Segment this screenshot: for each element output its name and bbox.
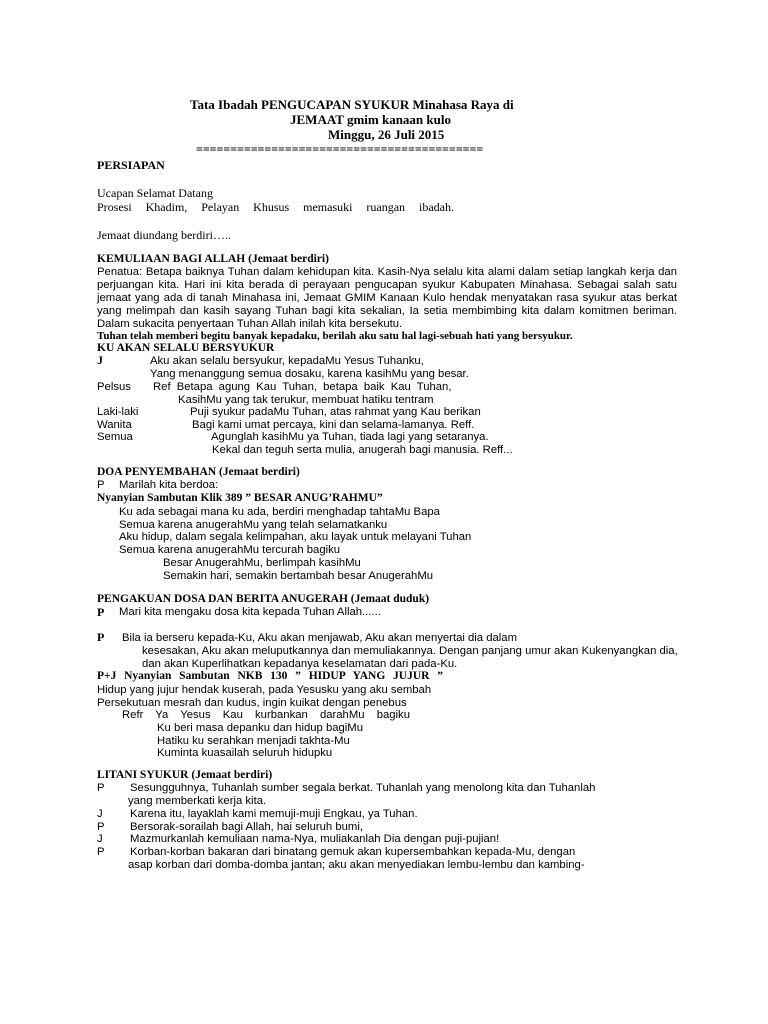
litany-line: yang memberkati kerja kita. [128, 795, 267, 807]
kemuliaan-para-line: perjuangan kita. Hari ini kita berada di perayaan pengucapan syukur Kabupaten Minahasa. Sebagai salah satu [97, 279, 677, 291]
kemuliaan-para-line: Dalam sukacita penyertaan Tuhan Allah inilah kita bersekutu. [97, 318, 403, 330]
speaker-label: P [97, 630, 105, 644]
song-title: P+J Nyanyian Sambutan NKB 130 ” HIDUP YANG JUJUR ” [97, 670, 443, 682]
song-line: Ku beri masa depanku dan hidup bagiMu [157, 722, 363, 734]
grace-line: kesesakan, Aku akan meluputkannya dan memuliakannya. Dengan panjang umur akan Kukenyangkan dia, [142, 645, 678, 657]
speaker-label: Semua [97, 431, 133, 443]
song-line: Ku ada sebagai mana ku ada, berdiri menghadap tahtaMu Bapa [119, 506, 440, 518]
pengakuan-heading: PENGAKUAN DOSA DAN BERITA ANUGERAH (Jemaat duduk) [97, 593, 430, 605]
speaker-label: Pelsus [97, 381, 131, 393]
song-line: Yang menanggung semua dosaku, karena kasihMu yang besar. [150, 368, 469, 380]
stand-text: Jemaat diundang berdiri….. [97, 228, 231, 242]
song-line: Hidup yang jujur hendak kuserah, pada Yesusku yang aku sembah [97, 684, 432, 696]
litany-line: Mazmurkanlah kemuliaan nama-Nya, muliakanlah Dia dengan puji-pujian! [130, 833, 500, 845]
song-line: Ref Betapa agung Kau Tuhan, betapa baik Kau Tuhan, [153, 381, 452, 393]
speaker-label: Laki-laki [97, 406, 139, 418]
speaker-label: J [97, 808, 103, 820]
song-line: Refr Ya Yesus Kau kurbankan darahMu bagiku [122, 709, 410, 721]
confession-invite: Mari kita mengaku dosa kita kepada Tuhan Allah...... [119, 606, 381, 618]
song-line: Aku hidup, dalam segala kelimpahan, aku layak untuk melayani Tuhan [119, 531, 472, 543]
gratitude-line: Tuhan telah memberi begitu banyak kepadaku, berilah aku satu hal lagi-sebuah hati yang bersyukur. [97, 330, 573, 342]
kemuliaan-para-line: Penatua: Betapa baiknya Tuhan dalam kehidupan kita. Kasih-Nya selalu kita alami dalam setiap langkah kerja dan [97, 266, 677, 278]
speaker-label: P [97, 846, 105, 858]
litany-line: asap korban dari domba-domba jantan; aku akan menyediakan lembu-lembu dan kambing- [128, 859, 585, 871]
song-line: Besar AnugerahMu, berlimpah kasihMu [163, 557, 361, 569]
song-line: Kekal dan teguh serta mulia, anugerah bagi manusia. Reff... [212, 444, 513, 456]
litani-heading: LITANI SYUKUR (Jemaat berdiri) [97, 769, 273, 781]
speaker-label: P [97, 479, 105, 491]
doc-date: Minggu, 26 Juli 2015 [328, 127, 445, 142]
prayer-invite: Marilah kita berdoa: [119, 479, 219, 491]
song-line: Hatiku ku serahkan menjadi takhta-Mu [157, 735, 350, 747]
doc-title-line2: JEMAAT gmim kanaan kulo [290, 112, 451, 127]
song-line: Semua karena anugerahMu tercurah bagiku [119, 544, 341, 556]
welcome-text: Ucapan Selamat Datang [97, 186, 213, 200]
litany-line: Karena itu, layaklah kami memuji-muji Engkau, ya Tuhan. [130, 808, 418, 820]
song-line: Bagi kami umat percaya, kini dan selama-lamanya. Reff. [192, 419, 475, 431]
litany-line: Sesungguhnya, Tuhanlah sumber segala berkat. Tuhanlah yang menolong kita dan Tuhanlah [130, 782, 596, 794]
speaker-label: P [97, 782, 105, 794]
song-line: Kuminta kuasailah seluruh hidupku [157, 747, 333, 759]
procession-text: Prosesi Khadim, Pelayan Khusus memasuki ruangan ibadah. [97, 200, 454, 214]
song-line: Aku akan selalu bersyukur, kepadaMu Yesus Tuhanku, [150, 355, 424, 367]
doa-heading: DOA PENYEMBAHAN (Jemaat berdiri) [97, 466, 300, 478]
song-line: KasihMu yang tak terukur, membuat hatiku tentram [178, 394, 434, 406]
doc-title-line1: Tata Ibadah PENGUCAPAN SYUKUR Minahasa Raya di [190, 97, 514, 112]
speaker-label: J [97, 353, 103, 367]
speaker-label: Wanita [97, 419, 132, 431]
speaker-label: J [97, 833, 103, 845]
speaker-label: P [97, 605, 105, 619]
persiapan-heading: PERSIAPAN [97, 158, 165, 172]
song-line: Semua karena anugerahMu yang telah selamatkanku [119, 519, 388, 531]
song-line: Persekutuan mesrah dan kudus, ingin kuikat dengan penebus [97, 697, 407, 709]
song-line: Puji syukur padaMu Tuhan, atas rahmat yang Kau berikan [190, 406, 481, 418]
title-divider: ========================================== [196, 142, 484, 156]
kemuliaan-heading: KEMULIAAN BAGI ALLAH (Jemaat berdiri) [97, 253, 329, 265]
grace-line: Bila ia berseru kepada-Ku, Aku akan menjawab, Aku akan menyertai dia dalam [122, 632, 517, 644]
litany-line: Korban-korban bakaran dari binatang gemuk akan kupersembahkan kepada-Mu, dengan [130, 846, 576, 858]
kemuliaan-para-line: yang melimpah dan kasih sayang Tuhan bagi kita sekalian, Ia setia membimbing kita dalam komitmen beriman. [97, 305, 677, 317]
grace-line: dan akan Kuperlihatkan kepadanya keselamatan dari pada-Ku. [142, 658, 458, 670]
song-line: Semakin hari, semakin bertambah besar AnugerahMu [163, 570, 434, 582]
song-title: Nyanyian Sambutan Klik 389 ” BESAR ANUG’RAHMU” [97, 492, 383, 504]
song-line: Agunglah kasihMu ya Tuhan, tiada lagi yang setaranya. [211, 431, 489, 443]
kemuliaan-para-line: jemaat yang ada di tanah Minahasa ini, Jemaat GMIM Kanaan Kulo hendak menyatakan rasa syukur atas berkat [97, 292, 677, 304]
speaker-label: P [97, 821, 105, 833]
litany-line: Bersorak-sorailah bagi Allah, hai seluruh bumi, [130, 821, 363, 833]
song-title: KU AKAN SELALU BERSYUKUR [97, 342, 275, 354]
